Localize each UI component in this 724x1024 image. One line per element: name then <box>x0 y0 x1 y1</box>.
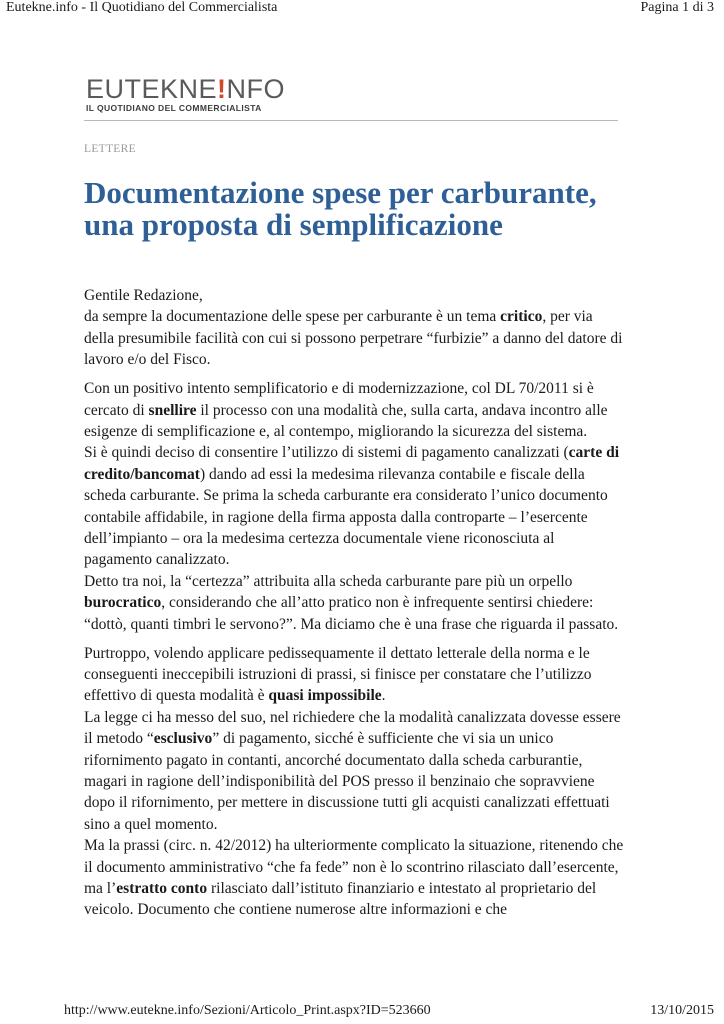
eutekne-logo[interactable] <box>86 74 285 113</box>
paragraph-2: Con un positivo intento semplificatorio e di modernizzazione, col DL 70/2011 si è cercato di snellire il processo con una modalità che, sulla carta, andava incontro alle esigenze di semplificazione e, al contempo, migliorando la sicurezza del sistema. Si è quindi deciso di consentire l’utilizzo di sistemi di pagamento canalizzati (carte di credito/bancomat) dando ad essi la medesima rilevanza contabile e fiscale della scheda carburante. Se prima la scheda carburante era considerato l’unico documento contabile affidabile, in ragione della firma apposta dalla controparte – l’esercente dell’impianto – ora la medesima certezza documentale viene riconosciuta al pagamento canalizzato. Detto tra noi, la “certezza” attribuita alla scheda carburante pare più un orpello burocratico, considerando che all’atto pratico non è infrequente sentirsi chiedere: “dottò, quanti timbri le servono?”. Ma diciamo che è una frase che riguarda il passato. <box>84 380 620 633</box>
page-counter: Pagina 1 di 3 <box>640 0 714 15</box>
logo-tagline: IL QUOTIDIANO DEL COMMERCIALISTA <box>86 103 262 113</box>
section-label: LETTERE <box>84 143 136 155</box>
header-title: Eutekne.info - Il Quotidiano del Commercialista <box>6 0 278 15</box>
logo-wordmark: EUTEKNE!NFO <box>86 74 286 104</box>
header-divider <box>84 120 618 121</box>
paragraph-1: Gentile Redazione, da sempre la documentazione delle spese per carburante è un tema critico, per via della presumibile facilità con cui si possono perpetrare “furbizie” a danno del datore di lavoro e/o del Fisco. <box>84 287 623 369</box>
article-body <box>84 285 624 928</box>
footer-date: 13/10/2015 <box>650 1003 714 1018</box>
footer-url[interactable]: http://www.eutekne.info/Sezioni/Articolo_Print.aspx?ID=523660 <box>64 1003 431 1018</box>
paragraph-3: Purtroppo, volendo applicare pedissequamente il dettato letterale della norma e le conseguenti ineccepibili istruzioni di prassi, si finisce per constatare che l’utilizzo effettivo di questa modalità è quasi impossibile. La legge ci ha messo del suo, nel richiedere che la modalità canalizzata dovesse essere il metodo “esclusivo” di pagamento, sicché è sufficiente che vi sia un unico rifornimento pagato in contanti, ancorché documentato dalla scheda carburantie, magari in ragione dell’indisponibilità del POS presso il benzinaio che sopravviene dopo il rifornimento, per mettere in discussione tutti gli acquisti canalizzati effettuati sino a quel momento. Ma la prassi (circ. n. 42/2012) ha ulteriormente complicato la situazione, ritenendo che il documento amministrativo “che fa fede” non è lo scontrino rilasciato dall’esercente, ma l’estratto conto rilasciato dall’istituto finanziario e intestato al proprietario del veicolo. Documento che contiene numerose altre informazioni e che <box>84 644 624 919</box>
article-title: Documentazione spese per carburante, una proposta di semplificazione <box>84 175 597 242</box>
